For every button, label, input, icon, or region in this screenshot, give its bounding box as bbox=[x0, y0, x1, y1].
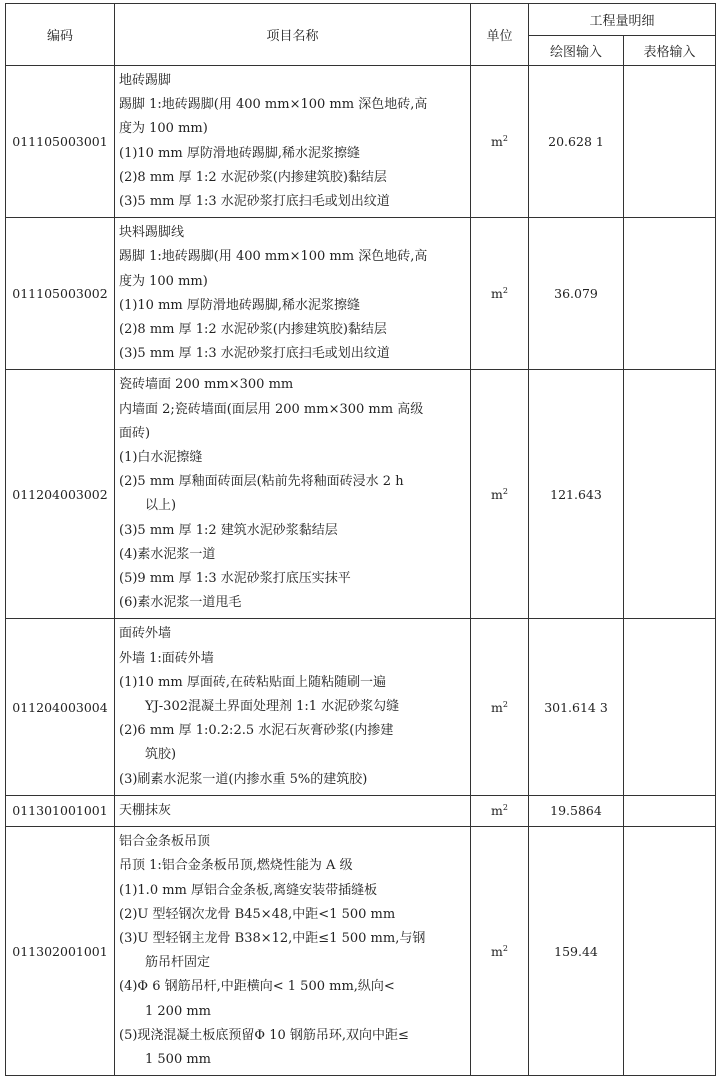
description-line: 踢脚 1:地砖踢脚(用 400 mm×100 mm 深色地砖,高 bbox=[119, 97, 428, 113]
item-title: 天棚抹灰 bbox=[119, 802, 172, 818]
qty-table-value bbox=[624, 619, 716, 795]
qty-table-value bbox=[624, 370, 716, 619]
description-line: 以上) bbox=[145, 498, 177, 514]
unit-exponent: 2 bbox=[502, 286, 508, 296]
item-unit bbox=[471, 66, 529, 218]
item-title: 地砖踢脚 bbox=[119, 73, 172, 88]
description-line: 筋吊杆固定 bbox=[145, 955, 211, 971]
item-description bbox=[115, 370, 471, 619]
unit-symbol: m bbox=[491, 803, 503, 819]
description-line: (4)素水泥浆一道 bbox=[119, 546, 216, 562]
qty-table-value bbox=[624, 66, 716, 218]
table-row bbox=[6, 795, 716, 826]
description-line: (1)1.0 mm 厚铝合金条板,离缝安装带插缝板 bbox=[119, 882, 378, 898]
description-line: 内墙面 2;瓷砖墙面(面层用 200 mm×300 mm 高级 bbox=[119, 401, 424, 417]
item-unit bbox=[471, 827, 529, 1076]
item-description bbox=[115, 619, 471, 795]
item-code: 011301001001 bbox=[6, 795, 115, 826]
table-row bbox=[6, 66, 716, 218]
qty-drawing-value: 20.628 1 bbox=[529, 66, 624, 218]
header-name: 项目名称 bbox=[115, 4, 471, 66]
item-title: 瓷砖墙面 200 mm×300 mm bbox=[119, 377, 294, 393]
description-line: 1 200 mm bbox=[145, 1003, 212, 1019]
qty-drawing-value: 301.614 3 bbox=[529, 619, 624, 795]
bill-of-quantities-table bbox=[5, 3, 716, 1076]
table-header bbox=[6, 4, 716, 66]
item-title: 块料踢脚线 bbox=[119, 225, 185, 241]
description-line: 度为 100 mm) bbox=[119, 273, 208, 289]
item-description bbox=[115, 795, 471, 826]
item-unit bbox=[471, 795, 529, 826]
unit-exponent: 2 bbox=[502, 803, 508, 813]
item-title: 铝合金条板吊顶 bbox=[119, 834, 211, 850]
table-row bbox=[6, 827, 716, 1076]
description-line: 1 500 mm bbox=[145, 1051, 212, 1067]
item-unit bbox=[471, 218, 529, 370]
item-code: 011204003002 bbox=[6, 370, 115, 619]
qty-drawing-value: 36.079 bbox=[529, 218, 624, 370]
description-line: (1)10 mm 厚防滑地砖踢脚,稀水泥浆擦缝 bbox=[119, 297, 361, 313]
qty-drawing-value: 121.643 bbox=[529, 370, 624, 619]
unit-symbol: m bbox=[491, 943, 503, 959]
item-code: 011105003001 bbox=[6, 66, 115, 218]
unit-exponent: 2 bbox=[502, 134, 508, 144]
table-row bbox=[6, 619, 716, 795]
table-body bbox=[6, 66, 716, 1076]
description-line: 外墙 1:面砖外墙 bbox=[119, 650, 214, 666]
item-description bbox=[115, 218, 471, 370]
table-row bbox=[6, 370, 716, 619]
description-line: (4)Φ 6 钢筋吊杆,中距横向< 1 500 mm,纵向< bbox=[119, 979, 395, 995]
description-line: (3)5 mm 厚 1:3 水泥砂浆打底扫毛或划出纹道 bbox=[119, 194, 390, 210]
description-line: (3)5 mm 厚 1:2 建筑水泥砂浆黏结层 bbox=[119, 522, 338, 538]
qty-table-value bbox=[624, 827, 716, 1076]
table-row bbox=[6, 218, 716, 370]
description-line: (1)10 mm 厚防滑地砖踢脚,稀水泥浆擦缝 bbox=[119, 145, 361, 161]
item-description bbox=[115, 827, 471, 1076]
description-line: (5)9 mm 厚 1:3 水泥砂浆打底压实抹平 bbox=[119, 571, 351, 587]
description-line: (1)白水泥擦缝 bbox=[119, 450, 203, 466]
unit-symbol: m bbox=[491, 134, 503, 150]
description-line: 度为 100 mm) bbox=[119, 121, 208, 137]
item-code: 011105003002 bbox=[6, 218, 115, 370]
header-qty-drawing: 绘图输入 bbox=[529, 36, 624, 66]
item-unit bbox=[471, 370, 529, 619]
description-line: 踢脚 1:地砖踢脚(用 400 mm×100 mm 深色地砖,高 bbox=[119, 249, 428, 265]
description-line: 筑胶) bbox=[145, 747, 177, 763]
unit-symbol: m bbox=[491, 286, 503, 302]
description-line: (3)U 型轻钢主龙骨 B38×12,中距≤1 500 mm,与钢 bbox=[119, 930, 426, 946]
item-title: 面砖外墙 bbox=[119, 626, 172, 642]
description-line: (2)U 型轻钢次龙骨 B45×48,中距<1 500 mm bbox=[119, 906, 396, 922]
description-line: 吊顶 1:铝合金条板吊顶,燃烧性能为 A 级 bbox=[119, 858, 353, 874]
header-unit: 单位 bbox=[471, 4, 529, 66]
unit-exponent: 2 bbox=[502, 699, 508, 709]
item-code: 011204003004 bbox=[6, 619, 115, 795]
item-description bbox=[115, 66, 471, 218]
unit-exponent: 2 bbox=[502, 943, 508, 953]
unit-exponent: 2 bbox=[502, 486, 508, 496]
unit-symbol: m bbox=[491, 486, 503, 502]
item-code: 011302001001 bbox=[6, 827, 115, 1076]
qty-drawing-value: 19.5864 bbox=[529, 795, 624, 826]
description-line: (2)5 mm 厚釉面砖面层(粘前先将釉面砖浸水 2 h bbox=[119, 474, 404, 490]
header-code: 编码 bbox=[6, 4, 115, 66]
header-qty-group: 工程量明细 bbox=[529, 4, 716, 36]
description-line: (6)素水泥浆一道甩毛 bbox=[119, 595, 242, 611]
description-line: 面砖) bbox=[119, 425, 151, 441]
description-line: YJ-302混凝土界面处理剂 1:1 水泥砂浆勾缝 bbox=[145, 699, 400, 715]
unit-symbol: m bbox=[491, 699, 503, 715]
description-line: (2)8 mm 厚 1:2 水泥砂浆(内掺建筑胶)黏结层 bbox=[119, 169, 387, 185]
description-line: (2)6 mm 厚 1:0.2:2.5 水泥石灰膏砂浆(内掺建 bbox=[119, 723, 394, 739]
description-line: (3)刷素水泥浆一道(内掺水重 5%的建筑胶) bbox=[119, 771, 368, 787]
item-unit bbox=[471, 619, 529, 795]
description-line: (1)10 mm 厚面砖,在砖粘贴面上随粘随刷一遍 bbox=[119, 674, 387, 690]
description-line: (3)5 mm 厚 1:3 水泥砂浆打底扫毛或划出纹道 bbox=[119, 346, 390, 362]
header-qty-table: 表格输入 bbox=[624, 36, 716, 66]
qty-drawing-value: 159.44 bbox=[529, 827, 624, 1076]
description-line: (2)8 mm 厚 1:2 水泥砂浆(内掺建筑胶)黏结层 bbox=[119, 322, 387, 338]
qty-table-value bbox=[624, 795, 716, 826]
description-line: (5)现浇混凝土板底预留Φ 10 钢筋吊环,双向中距≤ bbox=[119, 1027, 409, 1043]
qty-table-value bbox=[624, 218, 716, 370]
